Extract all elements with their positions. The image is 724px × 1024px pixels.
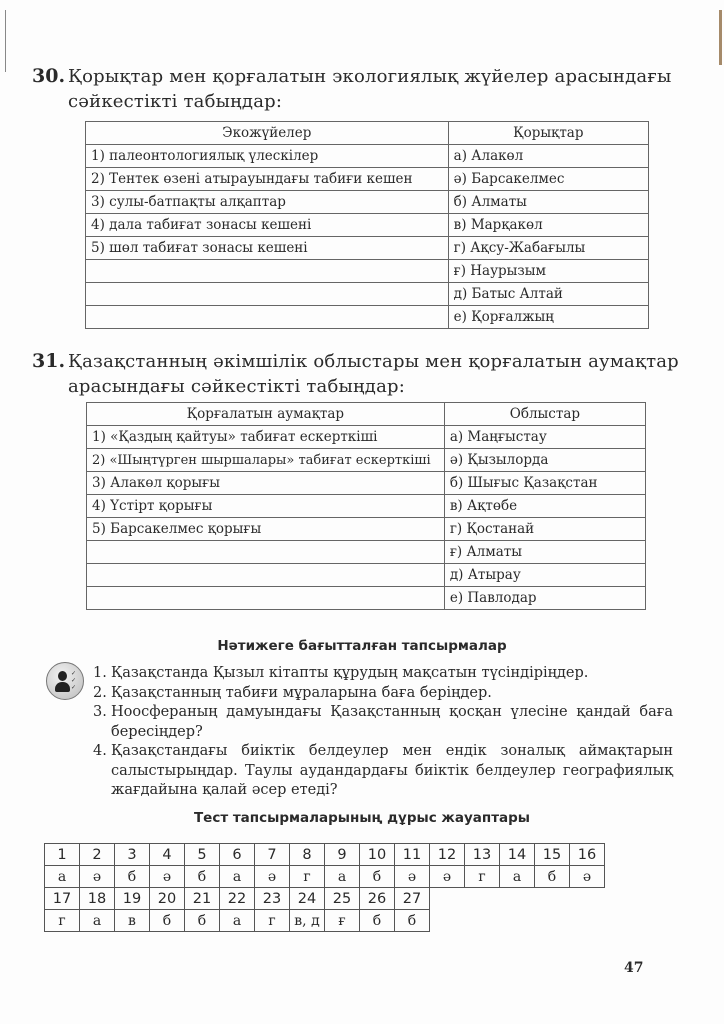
answer-cell: б	[150, 910, 185, 932]
protected-area-cell	[87, 564, 445, 587]
question-number-cell: 20	[150, 888, 185, 910]
ecosystems-reserves-table	[85, 121, 649, 329]
answer-cell: ә	[255, 866, 290, 888]
question-number-cell: 17	[45, 888, 80, 910]
reserve-cell: б) Алматы	[448, 191, 648, 214]
answer-cell: в, д	[290, 910, 325, 932]
ecosystem-cell	[86, 306, 449, 329]
table-row	[87, 518, 646, 541]
question-number-cell: 9	[325, 844, 360, 866]
question-number-cell: 24	[290, 888, 325, 910]
task-number: 4.	[93, 743, 107, 759]
table-row	[87, 587, 646, 610]
question-line-1: Қорықтар мен қорғалатын экологиялық жүйелер арасындағы	[68, 66, 672, 87]
question-line-2: арасындағы сәйкестікті табыңдар:	[68, 376, 405, 397]
reserve-cell: в) Марқакөл	[448, 214, 648, 237]
task-item	[93, 664, 673, 684]
answer-cell: а	[500, 866, 535, 888]
question-number-cell: 12	[430, 844, 465, 866]
answer-cell: г	[465, 866, 500, 888]
answer-cell: а	[220, 910, 255, 932]
answer-cell: ғ	[325, 910, 360, 932]
task-text: Қазақстанда Қызыл кітапты құрудың мақсатын түсіндіріңдер.	[111, 665, 589, 681]
column-header: Қорықтар	[448, 122, 648, 145]
answer-cell: б	[360, 866, 395, 888]
page-number: 47	[624, 960, 644, 976]
table-row	[87, 564, 646, 587]
results-tasks-list	[93, 664, 673, 801]
answer-cell: ә	[430, 866, 465, 888]
table-row	[87, 495, 646, 518]
question-line-2: сәйкестікті табыңдар:	[68, 91, 283, 112]
table-row	[87, 426, 646, 449]
question-number-cell: 11	[395, 844, 430, 866]
table-row	[86, 168, 649, 191]
question-number-cell: 27	[395, 888, 430, 910]
ecosystem-cell: 2) Тентек өзені атырауындағы табиғи кешен	[86, 168, 449, 191]
task-text: Ноосфераның дамуындағы Қазақстанның қосқан үлесіне қандай баға бересіңдер?	[111, 704, 673, 740]
answer-cell: г	[255, 910, 290, 932]
question-number: 31.	[32, 350, 66, 372]
question-number-cell: 2	[80, 844, 115, 866]
question-number-cell: 5	[185, 844, 220, 866]
region-cell: а) Маңғыстау	[444, 426, 645, 449]
question-number-cell: 10	[360, 844, 395, 866]
answer-cell: ә	[570, 866, 605, 888]
answer-cell: г	[45, 910, 80, 932]
question-number-cell: 6	[220, 844, 255, 866]
protected-area-cell: 3) Алакөл қорығы	[87, 472, 445, 495]
question-numbers-row-2	[45, 888, 605, 910]
region-cell: б) Шығыс Қазақстан	[444, 472, 645, 495]
answer-cell: ә	[150, 866, 185, 888]
reserve-cell: е) Қорғалжың	[448, 306, 648, 329]
question-number: 30.	[32, 65, 66, 87]
task-item	[93, 684, 673, 704]
task-number: 1.	[93, 665, 107, 681]
question-number-cell: 25	[325, 888, 360, 910]
answer-cell: ә	[80, 866, 115, 888]
region-cell: е) Павлодар	[444, 587, 645, 610]
reserve-cell: ғ) Наурызым	[448, 260, 648, 283]
table-row	[87, 472, 646, 495]
table-row	[86, 214, 649, 237]
question-number-cell: 13	[465, 844, 500, 866]
task-text: Қазақстандағы биіктік белдеулер мен ендік зоналық аймақтарын салыстырыңдар. Таулы аудандардағы биіктік белдеулер географиялық жағдайына қалай әсер етеді?	[111, 743, 673, 798]
answers-row-1	[45, 866, 605, 888]
task-number: 3.	[93, 704, 107, 720]
answer-cell: б	[395, 910, 430, 932]
column-header: Облыстар	[444, 403, 645, 426]
ecosystem-cell: 3) сулы-батпақты алқаптар	[86, 191, 449, 214]
answer-cell: в	[115, 910, 150, 932]
task-text: Қазақстанның табиғи мұраларына баға беріңдер.	[111, 684, 492, 701]
answer-cell: б	[185, 910, 220, 932]
question-number-cell: 7	[255, 844, 290, 866]
region-cell: д) Атырау	[444, 564, 645, 587]
region-cell: в) Ақтөбе	[444, 495, 645, 518]
column-header: Экожүйелер	[86, 122, 449, 145]
column-header: Қорғалатын аумақтар	[87, 403, 445, 426]
reserve-cell: ә) Барсакелмес	[448, 168, 648, 191]
question-number-cell: 8	[290, 844, 325, 866]
task-item	[93, 742, 673, 801]
region-cell: ғ) Алматы	[444, 541, 645, 564]
ecosystem-cell: 5) шөл табиғат зонасы кешені	[86, 237, 449, 260]
page-edge-left	[5, 10, 6, 72]
test-answers-table	[44, 843, 605, 932]
question-number-cell: 15	[535, 844, 570, 866]
answer-cell: а	[45, 866, 80, 888]
protected-area-cell	[87, 587, 445, 610]
protected-area-cell	[87, 541, 445, 564]
question-30	[32, 64, 682, 114]
region-cell: г) Қостанай	[444, 518, 645, 541]
answer-cell: а	[325, 866, 360, 888]
answers-row-2	[45, 910, 605, 932]
results-tasks-title: Нәтижеге бағытталған тапсырмалар	[217, 638, 507, 654]
empty-space	[430, 910, 605, 932]
table-row	[86, 306, 649, 329]
question-number-cell: 4	[150, 844, 185, 866]
question-numbers-row-1	[45, 844, 605, 866]
question-number-cell: 14	[500, 844, 535, 866]
answer-cell: б	[535, 866, 570, 888]
test-answers-title: Тест тапсырмаларының дұрыс жауаптары	[193, 810, 531, 826]
protected-area-cell: 5) Барсакелмес қорығы	[87, 518, 445, 541]
question-line-1: Қазақстанның әкімшілік облыстары мен қорғалатын аумақтар	[68, 351, 679, 372]
question-number-cell: 18	[80, 888, 115, 910]
question-number-cell: 21	[185, 888, 220, 910]
protected-area-cell: 4) Үстірт қорығы	[87, 495, 445, 518]
page-edge-right	[719, 10, 722, 65]
question-number-cell: 3	[115, 844, 150, 866]
protected-areas-regions-table	[86, 402, 646, 610]
reserve-cell: г) Ақсу-Жабағылы	[448, 237, 648, 260]
question-number-cell: 16	[570, 844, 605, 866]
table-row	[86, 283, 649, 306]
ecosystem-cell: 4) дала табиғат зонасы кешені	[86, 214, 449, 237]
task-item	[93, 703, 673, 742]
student-checklist-icon: ✓ ✓ ✓	[46, 662, 84, 700]
answer-cell: б	[360, 910, 395, 932]
table-row	[86, 145, 649, 168]
reserve-cell: д) Батыс Алтай	[448, 283, 648, 306]
answer-cell: а	[220, 866, 255, 888]
task-number: 2.	[93, 684, 107, 701]
answer-cell: ә	[395, 866, 430, 888]
question-31	[32, 349, 682, 399]
table-row	[87, 449, 646, 472]
answer-cell: г	[290, 866, 325, 888]
answer-cell: а	[80, 910, 115, 932]
table-row	[86, 191, 649, 214]
table-row	[86, 237, 649, 260]
question-number-cell: 23	[255, 888, 290, 910]
protected-area-cell: 1) «Қаздың қайтуы» табиғат ескерткіші	[87, 426, 445, 449]
region-cell: ә) Қызылорда	[444, 449, 645, 472]
answer-cell: б	[185, 866, 220, 888]
ecosystem-cell	[86, 283, 449, 306]
table-row	[87, 541, 646, 564]
protected-area-cell: 2) «Шыңтүрген шыршалары» табиғат ескерткіші	[87, 449, 445, 472]
question-number-cell: 26	[360, 888, 395, 910]
question-number-cell: 22	[220, 888, 255, 910]
question-number-cell: 19	[115, 888, 150, 910]
ecosystem-cell	[86, 260, 449, 283]
reserve-cell: а) Алакөл	[448, 145, 648, 168]
answer-cell: б	[115, 866, 150, 888]
empty-space	[430, 888, 605, 910]
table-row	[86, 260, 649, 283]
question-number-cell: 1	[45, 844, 80, 866]
ecosystem-cell: 1) палеонтологиялық үлескілер	[86, 145, 449, 168]
